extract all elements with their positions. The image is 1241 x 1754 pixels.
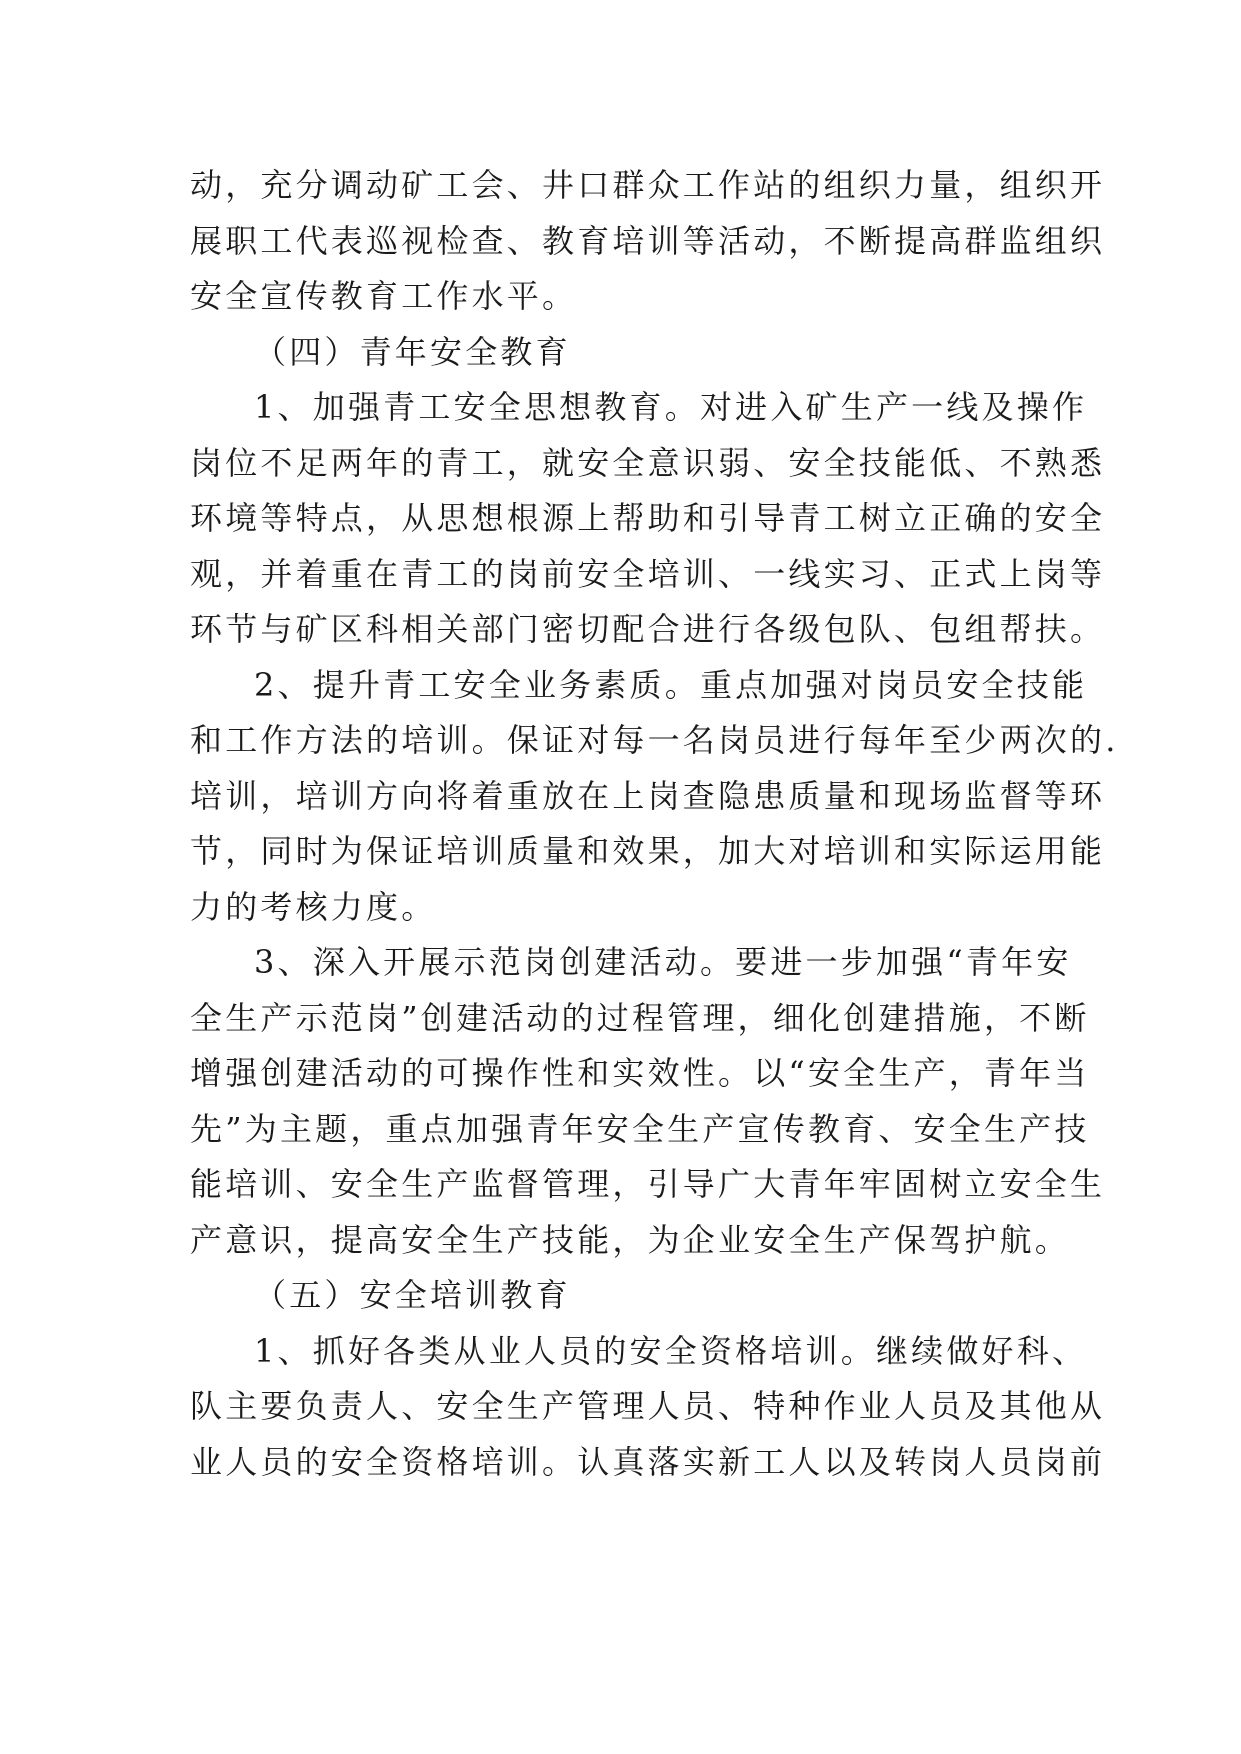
text-line: 力的考核力度。 bbox=[190, 887, 437, 926]
text-line: 增强创建活动的可操作性和实效性。以“安全生产，青年当 bbox=[190, 1054, 1090, 1092]
text-line: 环节与矿区科相关部门密切配合进行各级包队、包组帮扶。 bbox=[190, 610, 1106, 648]
text-line: 全生产示范岗”创建活动的过程管理，细化创建措施，不断 bbox=[190, 998, 1090, 1037]
text-line: 岗位不足两年的青工，就安全意识弱、安全技能低、不熟悉 bbox=[190, 443, 1106, 482]
paragraph-start: 2、提升青工安全业务素质。重点加强对岗员安全技能 bbox=[254, 665, 1088, 704]
document-body bbox=[190, 158, 1119, 1490]
text-line: 安全宣传教育工作水平。 bbox=[190, 277, 578, 315]
section-heading: （五）安全培训教育 bbox=[254, 1276, 571, 1314]
section-heading: （四）青年安全教育 bbox=[254, 332, 571, 371]
text-line: 节，同时为保证培训质量和效果，加大对培训和实际运用能 bbox=[190, 832, 1106, 870]
text-line: 培训，培训方向将着重放在上岗查隐患质量和现场监督等环 bbox=[190, 776, 1106, 815]
text-line: 队主要负责人、安全生产管理人员、特种作业人员及其他从 bbox=[190, 1387, 1106, 1425]
text-line: 先”为主题，重点加强青年安全生产宣传教育、安全生产技 bbox=[190, 1109, 1090, 1148]
text-line: 环境等特点，从思想根源上帮助和引导青工树立正确的安全 bbox=[190, 499, 1106, 537]
paragraph-start: 1、抓好各类从业人员的安全资格培训。继续做好科、 bbox=[254, 1331, 1088, 1370]
text-line: 和工作方法的培训。保证对每一名岗员进行每年至少两次的. bbox=[190, 721, 1119, 759]
text-line: 动，充分调动矿工会、井口群众工作站的组织力量，组织开 bbox=[190, 166, 1106, 204]
text-line: 观，并着重在青工的岗前安全培训、一线实习、正式上岗等 bbox=[190, 554, 1106, 593]
text-line: 展职工代表巡视检查、教育培训等活动，不断提高群监组织 bbox=[190, 221, 1106, 260]
text-line: 产意识，提高安全生产技能，为企业安全生产保驾护航。 bbox=[190, 1220, 1071, 1259]
text-line: 业人员的安全资格培训。认真落实新工人以及转岗人员岗前 bbox=[190, 1442, 1106, 1481]
text-line: 能培训、安全生产监督管理，引导广大青年牢固树立安全生 bbox=[190, 1165, 1106, 1203]
paragraph-start: 1、加强青工安全思想教育。对进入矿生产一线及操作 bbox=[254, 388, 1088, 426]
paragraph-start: 3、深入开展示范岗创建活动。要进一步加强“青年安 bbox=[254, 943, 1072, 981]
